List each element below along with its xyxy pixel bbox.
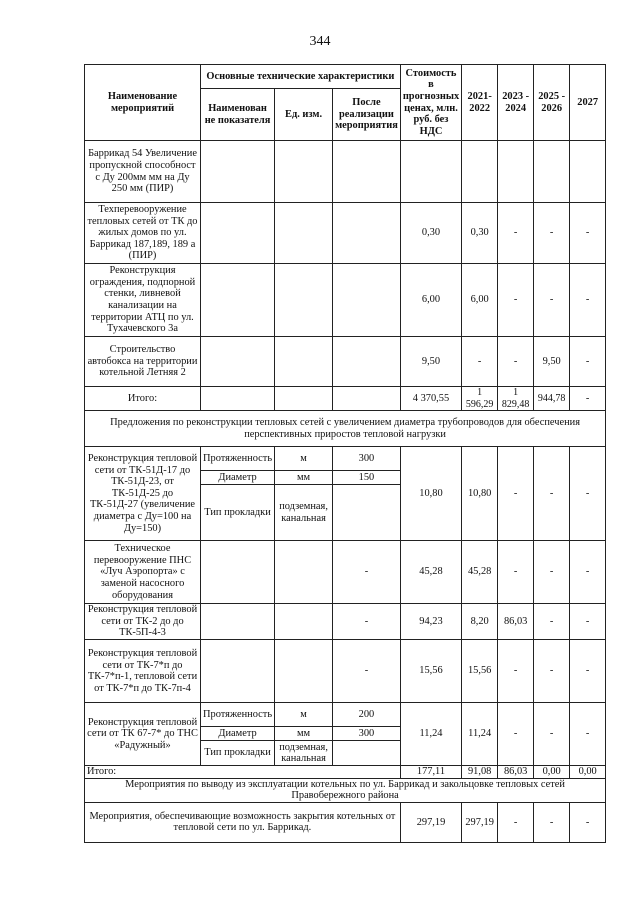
- table-row: [85, 604, 606, 640]
- param-unit: м: [275, 447, 333, 471]
- total-y4: -: [570, 387, 606, 411]
- header-name: Наименование мероприятий: [85, 65, 201, 141]
- total-y2: 1 829,48: [498, 387, 534, 411]
- measures-table: [84, 64, 606, 843]
- row-y2: -: [498, 264, 534, 337]
- param-value: 150: [333, 471, 401, 485]
- row-y3: -: [534, 264, 570, 337]
- table-row: [85, 337, 606, 387]
- row-y2: -: [498, 640, 534, 703]
- row-y2: -: [498, 703, 534, 766]
- param-unit: подземная, канальная: [275, 485, 333, 541]
- param-name: Тип прокладки: [201, 485, 275, 541]
- section-heading: Мероприятия по выводу из эксплуатации котельных по ул. Баррикад и закольцовке тепловых сетей Правобережного района: [85, 778, 606, 802]
- row-y3: 9,50: [534, 337, 570, 387]
- row-y1: 0,30: [462, 203, 498, 264]
- param-value: [333, 741, 401, 766]
- header-2027: 2027: [570, 65, 606, 141]
- row-y4: -: [570, 703, 606, 766]
- table-row: [85, 141, 606, 203]
- row-y2: -: [498, 802, 534, 842]
- row-cost: 45,28: [400, 541, 461, 604]
- row-y3: -: [534, 203, 570, 264]
- table-row: [85, 264, 606, 337]
- row-y1: 45,28: [462, 541, 498, 604]
- row-y1: 11,24: [462, 703, 498, 766]
- row-cost: 9,50: [400, 337, 461, 387]
- total-row: [85, 387, 606, 411]
- row-y1: -: [462, 337, 498, 387]
- header-tech-unit: Ед. изм.: [275, 89, 333, 141]
- table-row: [85, 802, 606, 842]
- row-name: Реконструкция тепловой сети от ТК-7*п до ТК-7*п-1, тепловой сети от ТК-7*п до ТК-7п-4: [85, 640, 201, 703]
- total-row: [85, 766, 606, 779]
- total-label: Итого:: [85, 766, 401, 779]
- param-name: Диаметр: [201, 727, 275, 741]
- param-unit: мм: [275, 471, 333, 485]
- row-y2: -: [498, 541, 534, 604]
- row-name: Мероприятия, обеспечивающие возможность закрытия котельных от тепловой сети по ул. Баррикад.: [85, 802, 401, 842]
- row-y4: -: [570, 203, 606, 264]
- row-after: -: [333, 640, 401, 703]
- total-y3: 944,78: [534, 387, 570, 411]
- row-y4: [570, 141, 606, 203]
- table-row: [85, 447, 606, 471]
- param-unit: м: [275, 703, 333, 727]
- total-y4: 0,00: [570, 766, 606, 779]
- row-cost: 15,56: [400, 640, 461, 703]
- row-y2: -: [498, 203, 534, 264]
- row-y2: -: [498, 337, 534, 387]
- row-name: Баррикад 54 Увеличение пропускной способност с Ду 200мм мм на Ду 250 мм (ПИР): [85, 141, 201, 203]
- param-name: Диаметр: [201, 471, 275, 485]
- row-y4: -: [570, 541, 606, 604]
- param-name: Протяженность: [201, 447, 275, 471]
- row-y4: -: [570, 337, 606, 387]
- row-name: Реконструкция ограждения, подпорной стенки, ливневой канализации на территории АТЦ по ул. Тухачевского 3а: [85, 264, 201, 337]
- row-y3: -: [534, 447, 570, 541]
- table-row: [85, 640, 606, 703]
- header-2021: 2021-2022: [462, 65, 498, 141]
- row-y1: 8,20: [462, 604, 498, 640]
- param-unit: мм: [275, 727, 333, 741]
- row-name: Строительство автобокса на территории котельной Летняя 2: [85, 337, 201, 387]
- row-y2: 86,03: [498, 604, 534, 640]
- param-name: Протяженность: [201, 703, 275, 727]
- total-label: Итого:: [85, 387, 201, 411]
- total-y3: 0,00: [534, 766, 570, 779]
- table-row: [85, 203, 606, 264]
- header-2023: 2023 - 2024: [498, 65, 534, 141]
- total-y1: 1 596,29: [462, 387, 498, 411]
- row-y1: 6,00: [462, 264, 498, 337]
- total-y1: 91,08: [462, 766, 498, 779]
- row-y1: 15,56: [462, 640, 498, 703]
- table-row: [85, 541, 606, 604]
- row-y4: -: [570, 640, 606, 703]
- param-name: Тип прокладки: [201, 741, 275, 766]
- row-y1: 10,80: [462, 447, 498, 541]
- header-2025: 2025 - 2026: [534, 65, 570, 141]
- row-y2: -: [498, 447, 534, 541]
- row-cost: 94,23: [400, 604, 461, 640]
- header-tech-name: Наименован не показателя: [201, 89, 275, 141]
- row-y4: -: [570, 447, 606, 541]
- row-cost: 0,30: [400, 203, 461, 264]
- row-y3: -: [534, 703, 570, 766]
- table-row: [85, 703, 606, 727]
- param-value: 300: [333, 727, 401, 741]
- row-name: Реконструкция тепловой сети от ТК 67-7* до ТНС «Радужный»: [85, 703, 201, 766]
- param-value: 300: [333, 447, 401, 471]
- row-cost: 10,80: [400, 447, 461, 541]
- row-y3: [534, 141, 570, 203]
- row-y4: -: [570, 802, 606, 842]
- param-unit: подземная, канальная: [275, 741, 333, 766]
- row-y3: -: [534, 802, 570, 842]
- total-y2: 86,03: [498, 766, 534, 779]
- row-cost: 11,24: [400, 703, 461, 766]
- row-cost: 6,00: [400, 264, 461, 337]
- row-cost: [400, 141, 461, 203]
- row-name: Техперевооружение тепловых сетей от ТК до жилых домов по ул. Баррикад 187,189, 189 а (ПИР): [85, 203, 201, 264]
- header-tech-after: После реализации мероприятия: [333, 89, 401, 141]
- row-after: -: [333, 604, 401, 640]
- section-heading: Предложения по реконструкции тепловых сетей с увеличением диаметра трубопроводов для обеспечения перспективных приростов тепловой нагрузки: [85, 411, 606, 447]
- total-cost: 4 370,55: [400, 387, 461, 411]
- row-y3: -: [534, 604, 570, 640]
- row-y3: -: [534, 640, 570, 703]
- row-y1: [462, 141, 498, 203]
- param-value: [333, 485, 401, 541]
- row-name: Техническое перевооружение ПНС «Луч Аэропорта» с заменой насосного оборудования: [85, 541, 201, 604]
- row-y4: -: [570, 264, 606, 337]
- row-y2: [498, 141, 534, 203]
- row-after: -: [333, 541, 401, 604]
- row-y4: -: [570, 604, 606, 640]
- total-cost: 177,11: [400, 766, 461, 779]
- header-cost: Стоимость в прогнозных ценах, млн. руб. без НДС: [400, 65, 461, 141]
- row-cost: 297,19: [400, 802, 461, 842]
- row-y3: -: [534, 541, 570, 604]
- row-name: Реконструкция тепловой сети от ТК-2 до до ТК-5П-4-3: [85, 604, 201, 640]
- row-name: Реконструкция тепловой сети от ТК-51Д-17 до ТК-51Д-23, от ТК-51Д-25 до ТК-51Д-27 (увеличение диаметра с Ду=100 на Ду=150): [85, 447, 201, 541]
- header-tech-group: Основные технические характеристики: [201, 65, 401, 89]
- param-value: 200: [333, 703, 401, 727]
- page-number: 344: [309, 34, 331, 49]
- row-y1: 297,19: [462, 802, 498, 842]
